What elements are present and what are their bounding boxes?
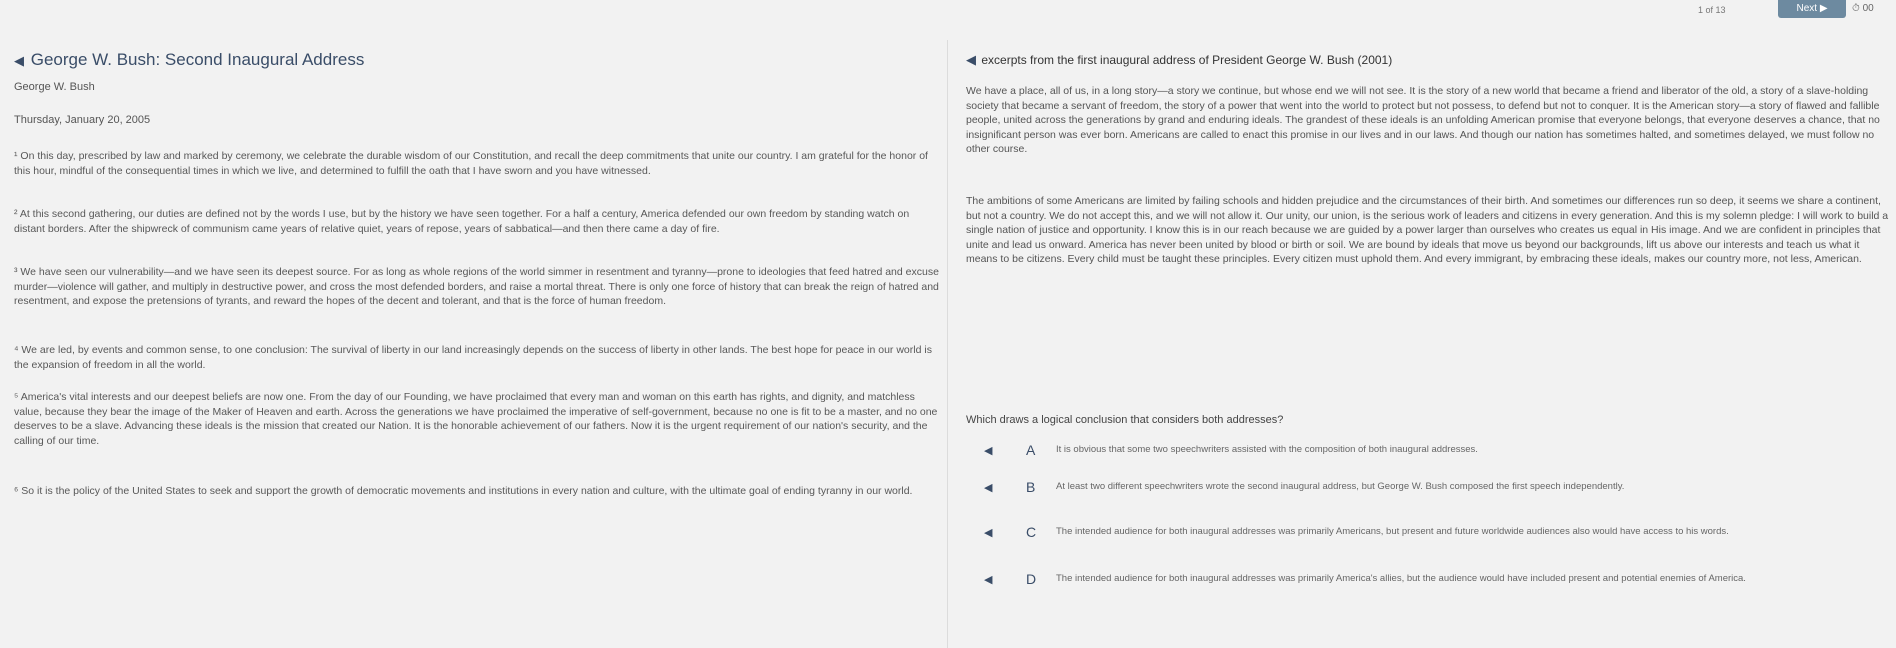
option-letter: B [1026, 479, 1036, 495]
passage-title [12, 50, 364, 70]
passage-paragraph-6: ⁶ So it is the policy of the United States to seek and support the growth of democratic movements and institutions in every nation and culture, with the ultimate goal of ending tyranny in our world. [14, 485, 913, 497]
passage-paragraph-2: ² At this second gathering, our duties are defined not by the words I use, but by the history we have seen together. For a half a century, America defended our own freedom by standing watch on distant borders. After the shipwreck of communism came years of relative quiet, years of repose, years of sabbatical—and then there came a day of fire. [14, 208, 910, 235]
speaker-icon[interactable]: ◀︎ [984, 482, 993, 494]
option-letter: D [1026, 571, 1037, 587]
option-letter: A [1026, 442, 1036, 458]
speaker-icon[interactable]: ◀︎ [966, 52, 976, 67]
option-text: The intended audience for both inaugural addresses was primarily Americans, but present and future worldwide audiences also would have access to his words. [1056, 526, 1729, 537]
answer-option-b[interactable] [966, 479, 1891, 509]
answer-option-c[interactable] [966, 524, 1891, 554]
answer-option-d[interactable] [966, 571, 1891, 601]
option-text: At least two different speechwriters wrote the second inaugural address, but George W. Bush composed the first speech independently. [1056, 481, 1625, 492]
page-count: 1 of 13 [1698, 5, 1726, 15]
passage-paragraph-3: ³ We have seen our vulnerability—and we have seen its deepest source. For as long as whole regions of the world simmer in resentment and tyranny—prone to ideologies that feed hatred and excuse murder—violence will gather, and multiply in destructive power, and cross the most defended borders, and raise a mortal threat. There is only one force of history that can break the reign of hatred and resentment, and expose the pretensions of tyrants, and reward the hopes of the decent and tolerant, and that is the force of human freedom. [14, 266, 939, 307]
next-button[interactable]: Next ▶ [1778, 0, 1846, 18]
option-letter: C [1026, 524, 1037, 540]
timer: ⏱ 00 [1852, 3, 1874, 14]
speaker-icon[interactable]: ◀︎ [984, 527, 993, 539]
speaker-icon[interactable]: ◀︎ [14, 53, 24, 68]
question-text: Which draws a logical conclusion that considers both addresses? [966, 414, 1284, 426]
passage-paragraph-5: ⁵ America's vital interests and our deepest beliefs are now one. From the day of our Founding, we have proclaimed that every man and woman on this earth has rights, and dignity, and matchless value, because they bear the image of the Maker of Heaven and earth. Across the generations we have proclaimed the imperative of self-government, because no one is fit to be a master, and no one deserves to be a slave. Advancing these ideals is the mission that created our Nation. It is the honorable achievement of our fathers. Now it is the urgent requirement of our nation's security, and the calling of our time. [14, 391, 938, 447]
pane-divider [947, 40, 948, 648]
excerpt-paragraph-2: The ambitions of some Americans are limited by failing schools and hidden prejudice and the circumstances of their birth. And sometimes our differences run so deep, it seems we share a continent, but not a country. We do not accept this, and we will not allow it. Our unity, our union, is the serious work of leaders and citizens in every generation. And this is my solemn pledge: I will work to build a single nation of justice and opportunity. I know this is in our reach because we are guided by a power larger than ourselves who creates us equal in His image. And we are confident in principles that unite and lead us onward. America has never been united by blood or birth or soil. We are bound by ideals that move us beyond our backgrounds, lift us above our interests and teach us what it means to be citizens. Every child must be taught these principles. Every citizen must uphold them. And every immigrant, by embracing these ideals, makes our country more, not less, American. [966, 195, 1889, 265]
excerpt-paragraph-1: We have a place, all of us, in a long story—a story we continue, but whose end we will not see. It is the story of a new world that became a friend and liberator of the old, a story of a slave-holding society that became a servant of freedom, the story of a power that went into the world to protect but not possess, to defend but not to conquer. It is the American story—a story of flawed and fallible people, united across the generations by grand and enduring ideals. The grandest of these ideals is an unfolding American promise that everyone belongs, that everyone deserves a chance, that no insignificant person was ever born. Americans are called to enact this promise in our lives and in our laws. And though our nation has sometimes halted, and sometimes delayed, we must follow no other course. [966, 85, 1880, 155]
excerpt-title-text: excerpts from the first inaugural address of President George W. Bush (2001) [981, 53, 1393, 67]
passage-paragraph-4: ⁴ We are led, by events and common sense, to one conclusion: The survival of liberty in our land increasingly depends on the success of liberty in other lands. The best hope for peace in our world is the expansion of freedom in all the world. [14, 344, 932, 371]
top-bar [0, 0, 1896, 22]
passage-author: George W. Bush [14, 81, 95, 93]
speaker-icon[interactable]: ◀︎ [984, 445, 993, 457]
passage-date: Thursday, January 20, 2005 [14, 114, 151, 126]
speaker-icon[interactable]: ◀︎ [984, 574, 993, 586]
option-text: It is obvious that some two speechwriters assisted with the composition of both inaugural addresses. [1056, 444, 1478, 455]
passage-paragraph-1: ¹ On this day, prescribed by law and marked by ceremony, we celebrate the durable wisdom of our Constitution, and recall the deep commitments that unite our country. I am grateful for the honor of this hour, mindful of the consequential times in which we live, and determined to fulfill the oath that I have sworn and you have witnessed. [14, 150, 928, 177]
excerpt-title [964, 52, 1392, 68]
answer-option-a[interactable] [966, 442, 1891, 472]
passage-title-text: George W. Bush: Second Inaugural Address [30, 50, 365, 69]
option-text: The intended audience for both inaugural addresses was primarily America's allies, but the audience would have included present and potential enemies of America. [1056, 573, 1746, 584]
